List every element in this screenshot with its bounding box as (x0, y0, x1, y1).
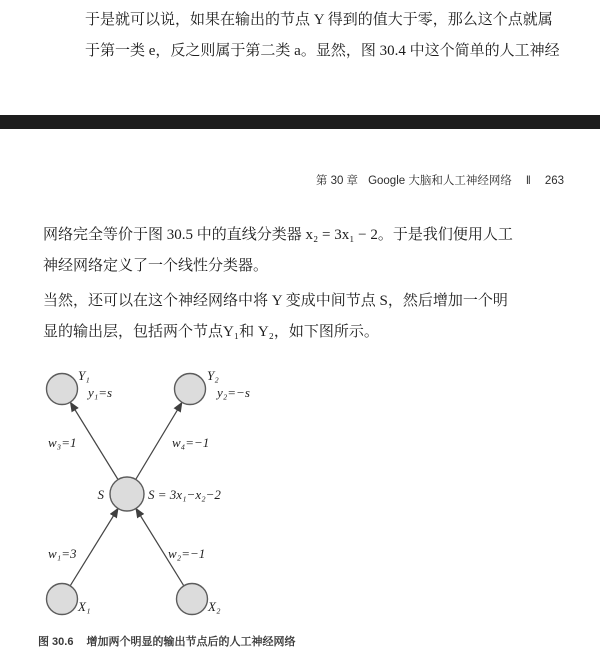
header-separator: ‖ (525, 173, 531, 187)
text-line: 神经网络定义了一个线性分类器。 (43, 258, 269, 274)
label-equation-s: S = 3x₁−x₂−2 (148, 487, 221, 502)
text-line: 网络完全等价于图 30.5 中的直线分类器 x₂ = 3x₁ − 2。于是我们便用人工 (43, 227, 513, 243)
page-break-divider (0, 115, 600, 129)
label-node-s: S (97, 487, 104, 502)
node-x1 (47, 584, 78, 615)
figure-caption-text: 增加两个明显的输出节点后的人工神经网络 (86, 636, 296, 648)
paragraph-classifier-equivalence (43, 220, 513, 282)
edge-s-to-y1 (71, 403, 119, 480)
node-s (110, 477, 144, 511)
text-line: 显的输出层，包括两个节点Y₁和 Y₂，如下图所示。 (43, 324, 379, 340)
node-y2 (175, 374, 206, 405)
node-x2 (177, 584, 208, 615)
label-node-x1: X₁ (78, 599, 91, 614)
label-node-x2: X₂ (208, 599, 221, 614)
label-weight-w2: w₂=−1 (168, 546, 206, 561)
chapter-title: Google 大脑和人工神经网络 (368, 175, 512, 187)
paragraph-add-output-layer (43, 286, 508, 348)
figure-number: 图 30.6 (38, 636, 74, 648)
label-weight-w3: w₃=1 (48, 435, 77, 450)
figure-caption (38, 633, 295, 649)
previous-page-text (85, 5, 560, 67)
label-node-y2: Y₂ (207, 368, 219, 383)
label-weight-w1: w₁=3 (48, 546, 77, 561)
label-output-y1: y₁=s (88, 385, 113, 400)
label-weight-w4: w₄=−1 (172, 435, 210, 450)
edge-x1-to-s (70, 509, 118, 586)
text-line: 于第一类 e，反之则属于第二类 a。显然，图 30.4 中这个简单的人工神经 (85, 43, 560, 59)
running-header (316, 172, 564, 188)
label-node-y1: Y₁ (78, 368, 90, 383)
label-output-y2: y₂=−s (217, 385, 250, 400)
page-number: 263 (544, 175, 564, 187)
text-line: 当然，还可以在这个神经网络中将 Y 变成中间节点 S，然后增加一个明 (43, 293, 508, 309)
text-line: 于是就可以说，如果在输出的节点 Y 得到的值大于零，那么这个点就属 (85, 12, 553, 28)
neural-network-diagram (30, 358, 350, 628)
node-y1 (47, 374, 78, 405)
chapter-number: 第 30 章 (315, 175, 359, 187)
